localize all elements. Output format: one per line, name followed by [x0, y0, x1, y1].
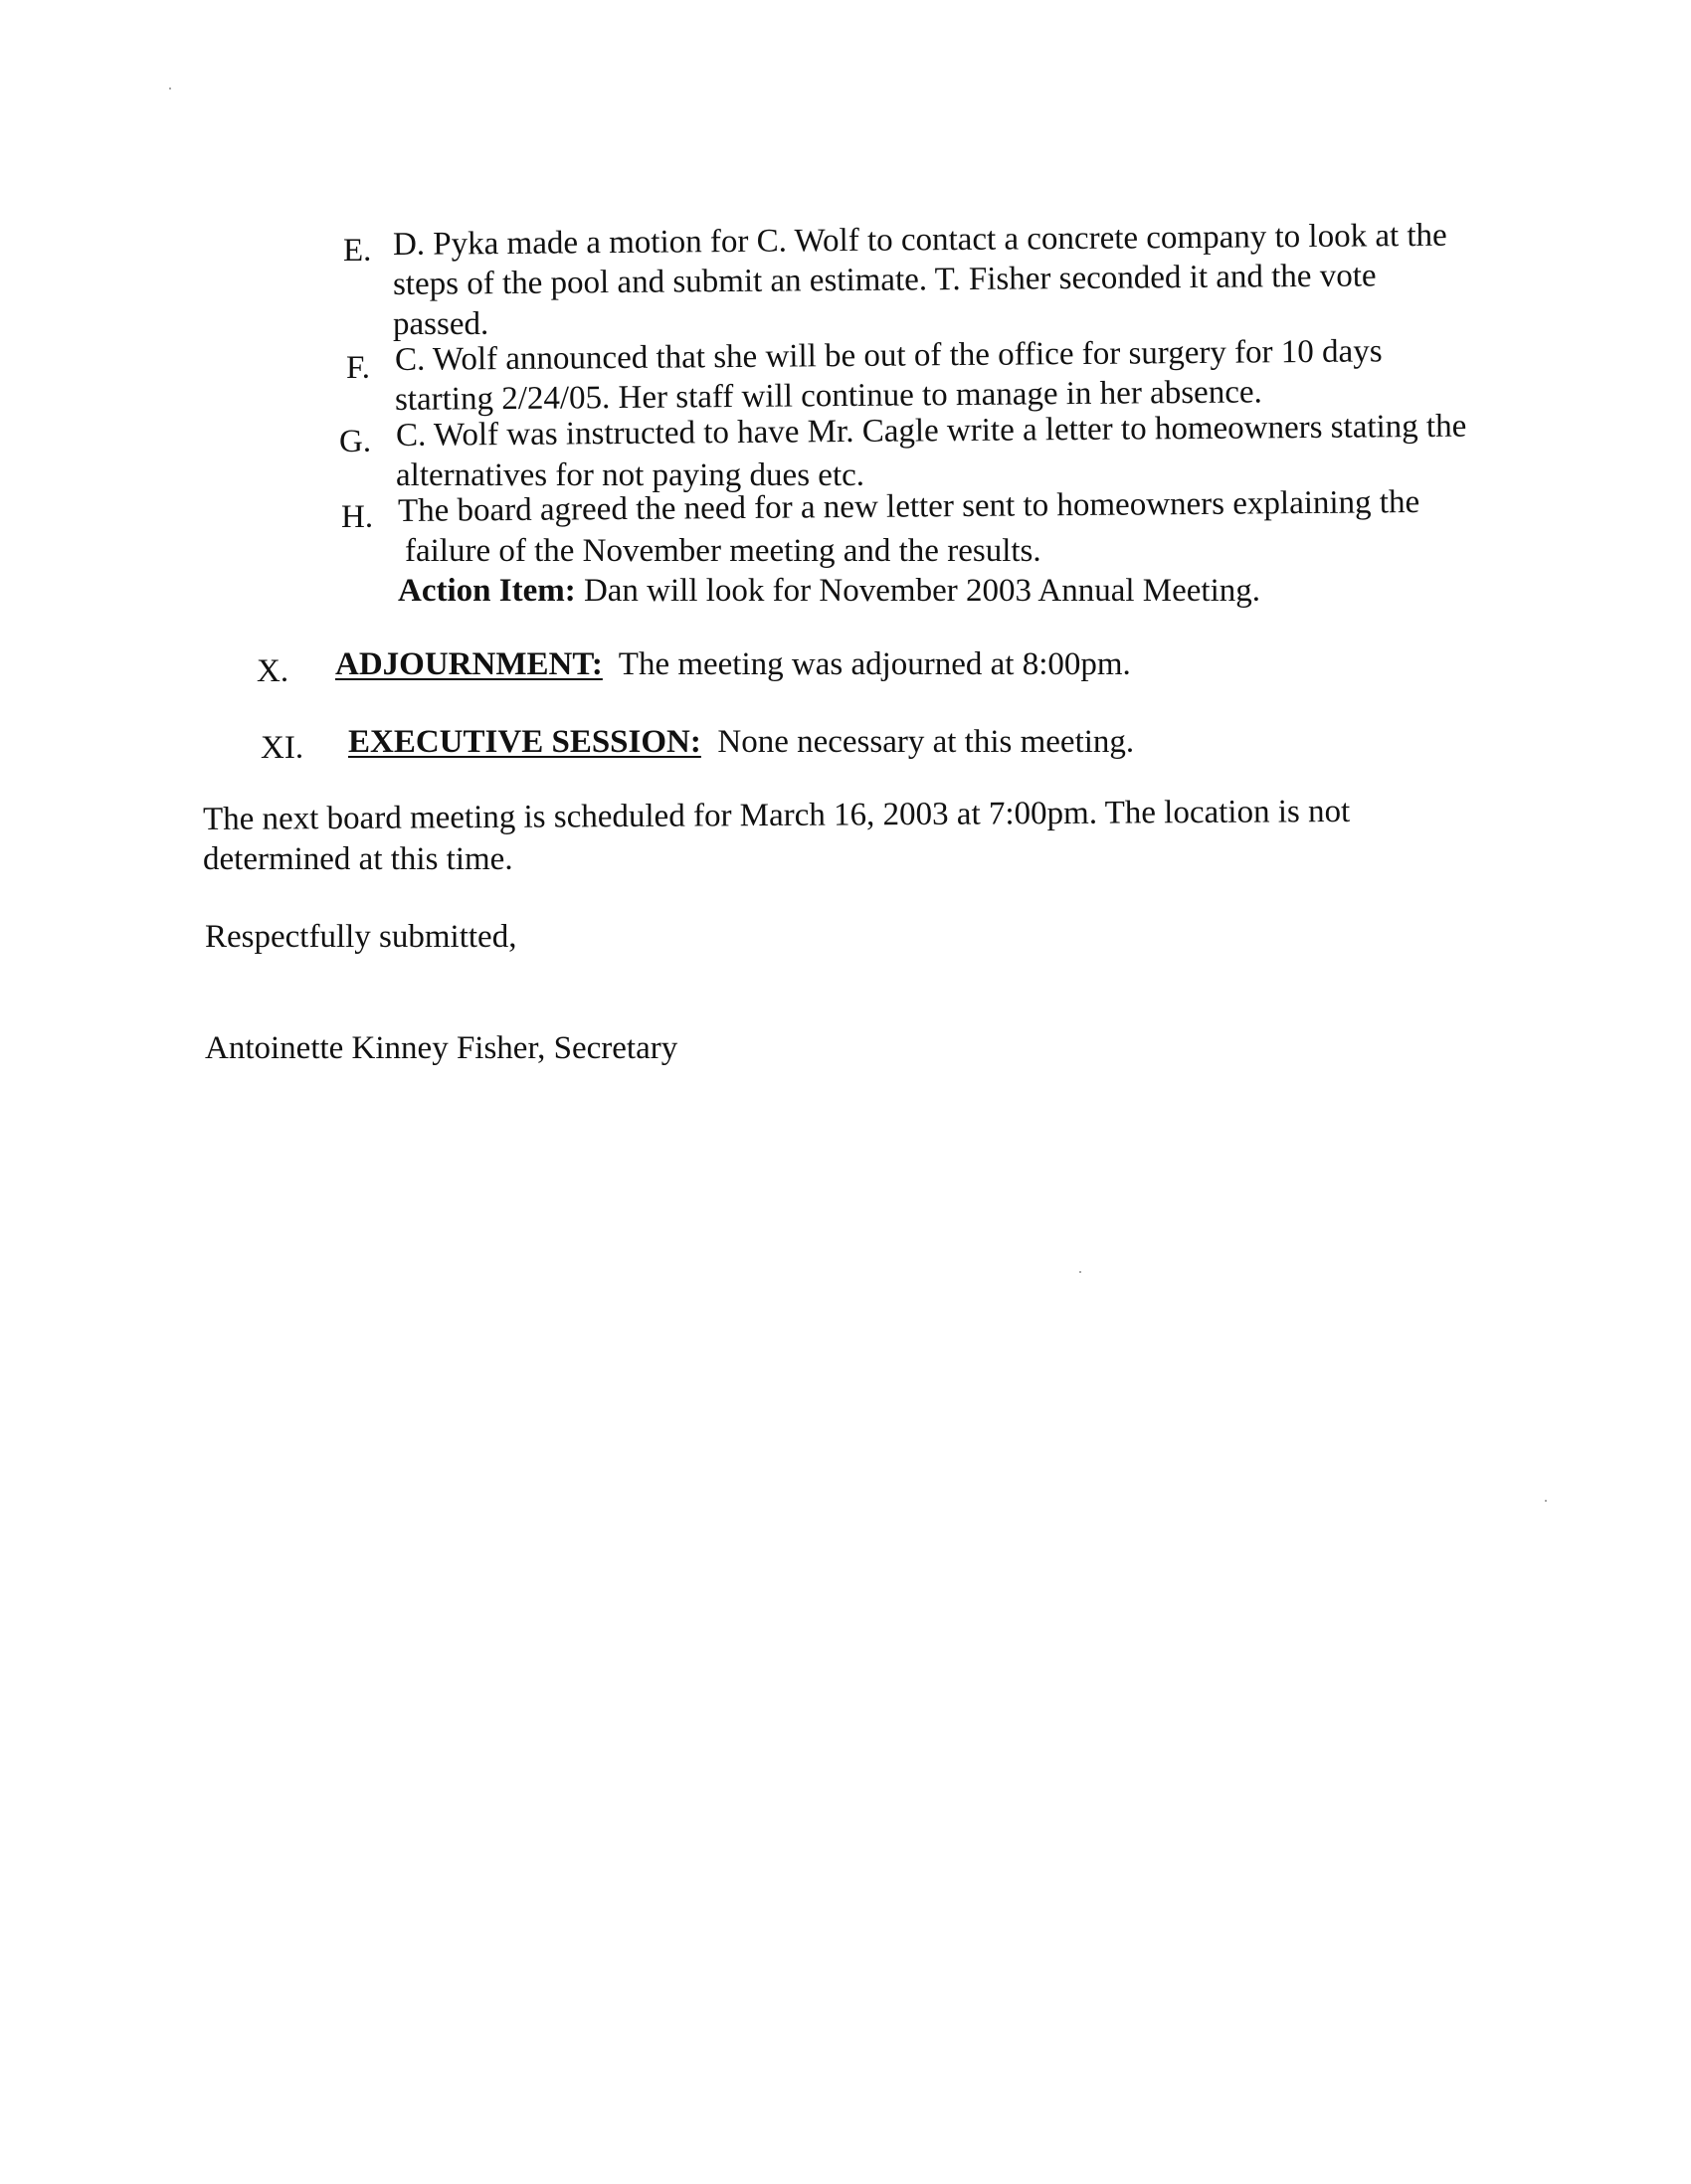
item-e-line-2: steps of the pool and submit an estimate. T. Fisher seconded it and the vote: [392, 258, 1377, 302]
item-letter-h: H.: [341, 499, 374, 535]
action-item-line: [398, 571, 1260, 611]
executive-session-text: None necessary at this meeting.: [717, 724, 1135, 760]
signature-line: Antoinette Kinney Fisher, Secretary: [205, 1030, 678, 1066]
action-item-text: Dan will look for November 2003 Annual Meeting.: [583, 573, 1260, 609]
item-h-line-2: failure of the November meeting and the results.: [405, 533, 1041, 569]
executive-session-heading: EXECUTIVE SESSION:: [348, 724, 701, 760]
item-f-line-2: starting 2/24/05. Her staff will continue to manage in her absence.: [394, 374, 1262, 418]
section-executive-session: [348, 722, 1134, 762]
item-e-line-3: passed.: [393, 306, 489, 342]
item-g-line-2: alternatives for not paying dues etc.: [396, 457, 865, 493]
section-number-x: X.: [257, 653, 289, 689]
section-adjournment: [335, 644, 1131, 684]
adjournment-text: The meeting was adjourned at 8:00pm.: [618, 646, 1131, 682]
item-f-line-1: C. Wolf announced that she will be out of the office for surgery for 10 days: [394, 333, 1383, 378]
action-item-label: Action Item:: [398, 573, 576, 609]
item-letter-f: F.: [346, 350, 370, 386]
adjournment-heading: ADJOURNMENT:: [335, 646, 603, 682]
next-meeting-line-2: determined at this time.: [203, 841, 513, 877]
scan-speck: [169, 88, 171, 90]
next-meeting-line-1: The next board meeting is scheduled for March 16, 2003 at 7:00pm. The location is not: [202, 793, 1351, 837]
item-g-line-1: C. Wolf was instructed to have Mr. Cagle write a letter to homeowners stating the: [395, 408, 1467, 454]
item-h-line-1: The board agreed the need for a new letter sent to homeowners explaining the: [397, 484, 1420, 529]
closing-text: Respectfully submitted,: [205, 919, 517, 955]
item-letter-e: E.: [343, 233, 372, 269]
item-letter-g: G.: [339, 424, 372, 459]
scan-speck: [1079, 1271, 1081, 1273]
section-number-xi: XI.: [261, 730, 304, 766]
item-e-line-1: D. Pyka made a motion for C. Wolf to contact a concrete company to look at the: [392, 217, 1447, 263]
scan-speck: [1545, 1500, 1547, 1502]
